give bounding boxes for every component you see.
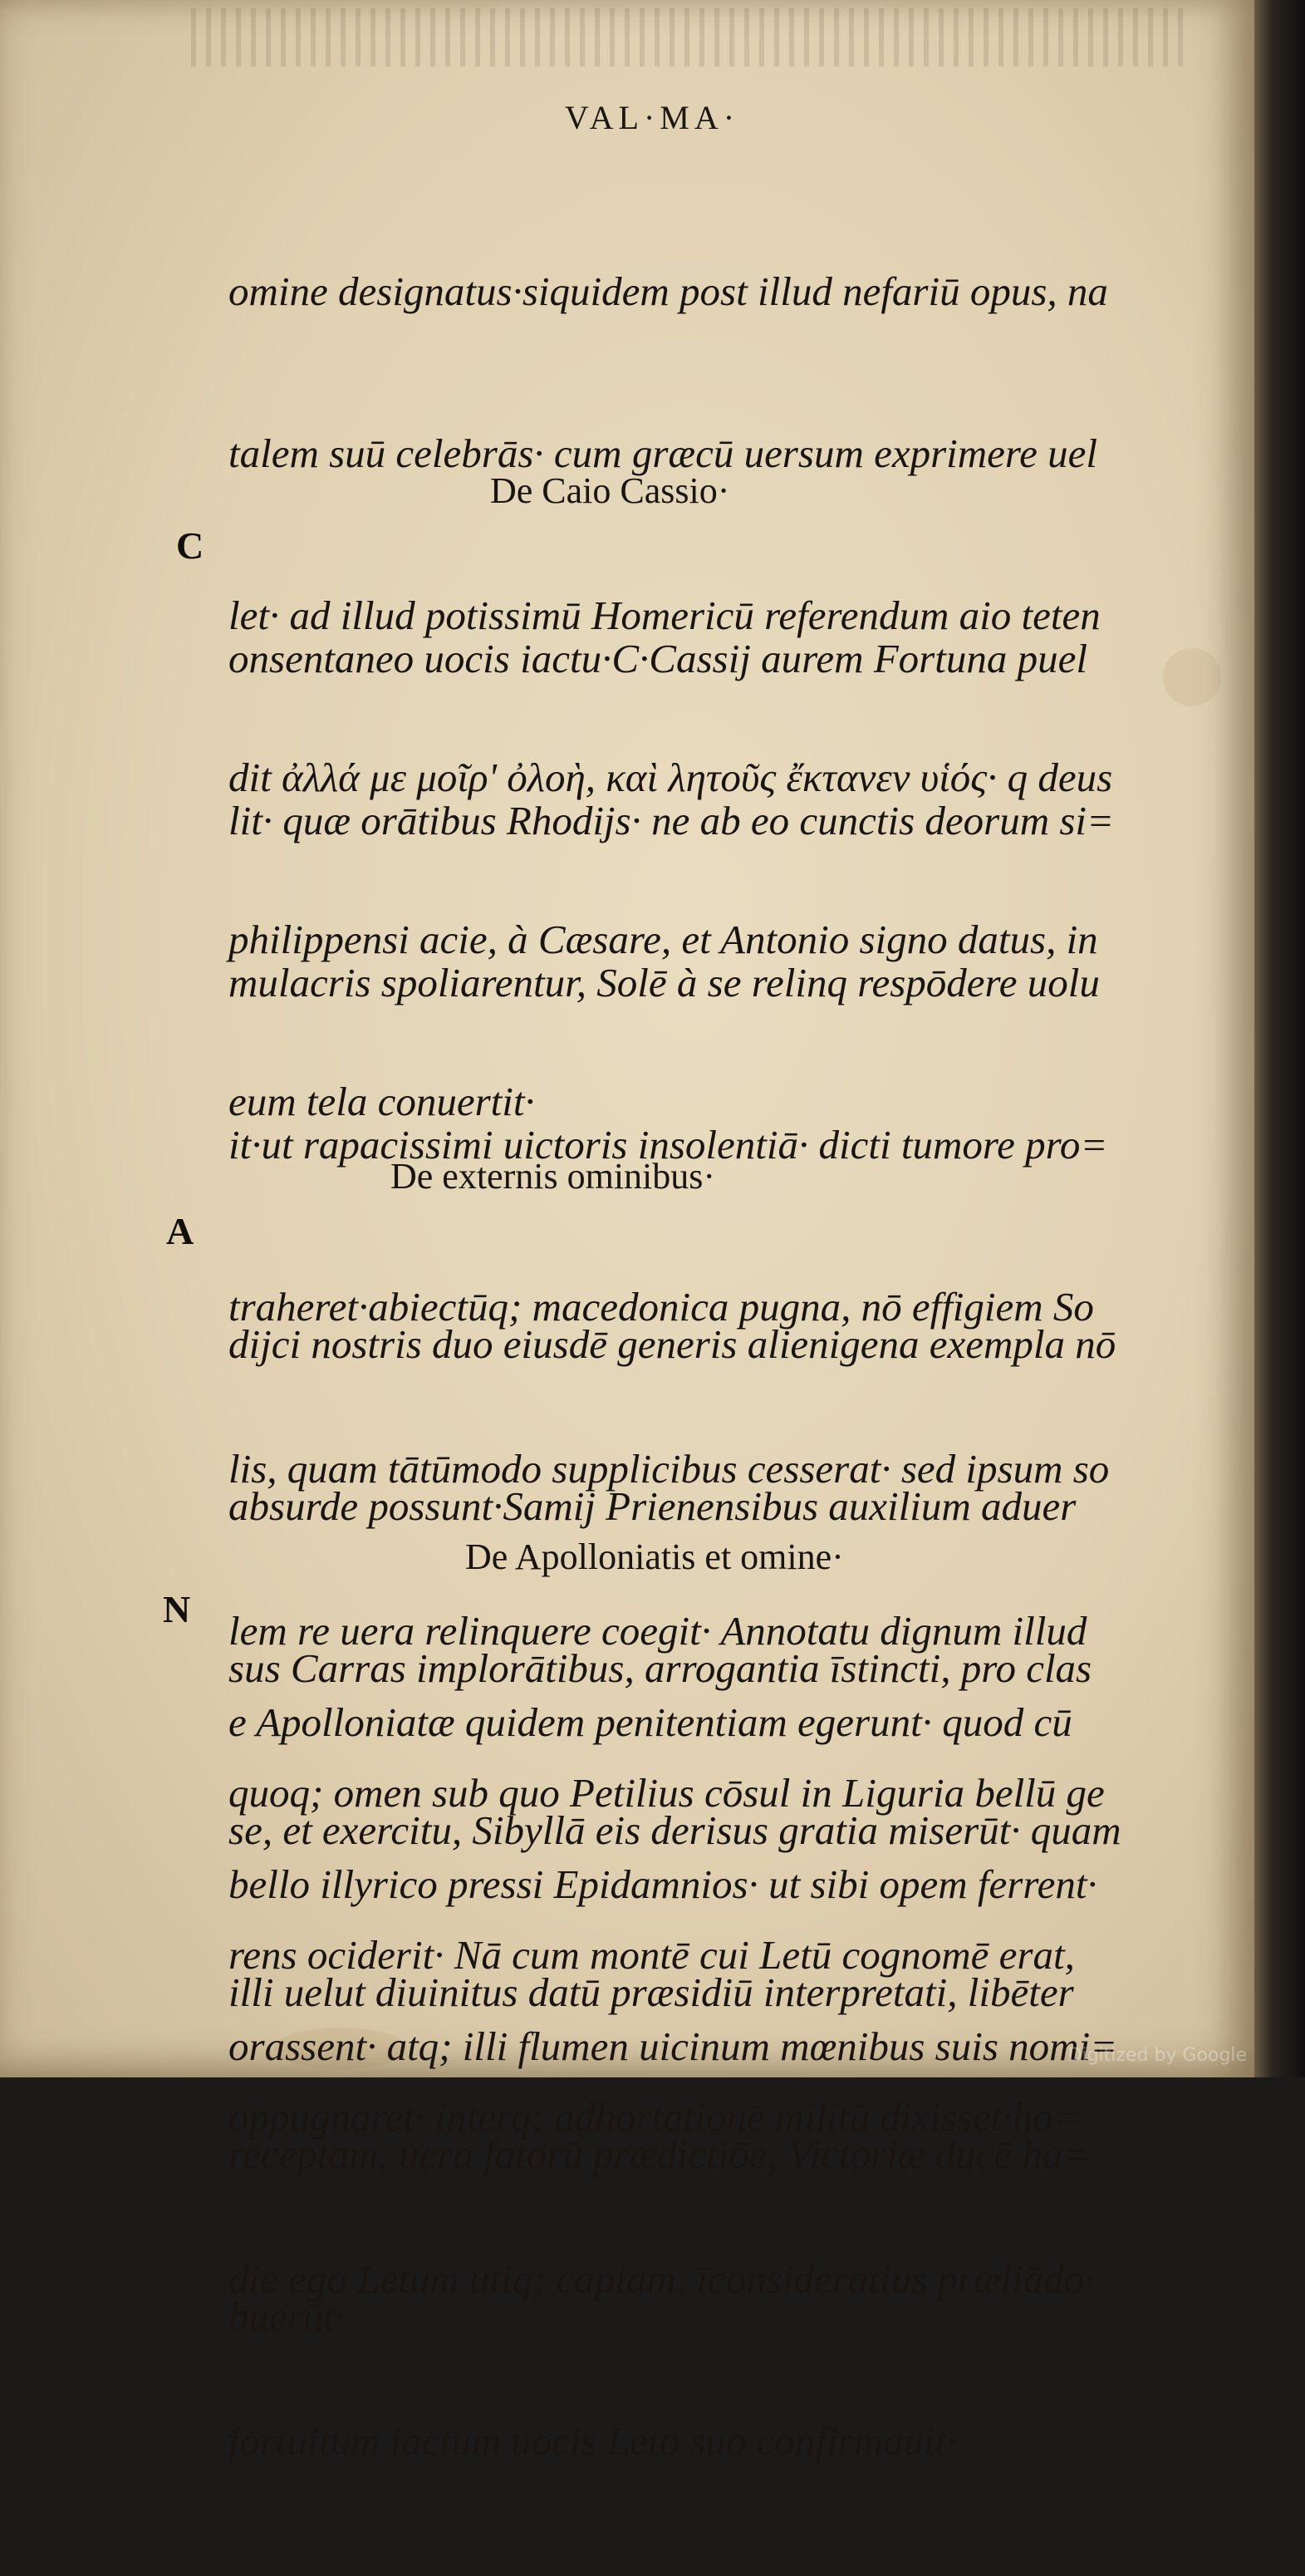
text-line: philippensi acie, à Cæsare, et Antonio signo datus, in [228, 917, 1098, 962]
text-line: rens ociderit· Nā cum montē cui Letū cognomē erat, [228, 1932, 1075, 1978]
text-line: oppugnaret· interq; adhortationē militū dixisset·ho= [228, 2094, 1081, 2140]
text-line: talem suū celebrās· cum græcū uersum exprimere uel [228, 430, 1098, 476]
text-line: fortuitum iactum uocis Leto suo confirmauit· [228, 2418, 957, 2464]
text-line: dijci nostris duo eiusdē generis alienigena exempla nō [228, 1321, 1116, 1367]
running-head: VAL·MA· [564, 99, 740, 136]
digitization-watermark: Digitized by Google [1067, 2045, 1247, 2066]
drop-initial: A [166, 1210, 194, 1252]
text-line: bello illyrico pressi Epidamnios· ut sibi opem ferrent· [228, 1861, 1097, 1907]
text-line: e Apolloniatæ quidem penitentiam egerunt· quod cū [228, 1699, 1072, 1745]
text-line: lis, quam tātūmodo supplicibus cesserat· sed ipsum so [228, 1446, 1110, 1492]
text-line: lem re uera relinquere coegit· Annotatu dignum illud [228, 1608, 1087, 1654]
text-line: illi uelut diuinitus datū præsidiū interpretati, libēter [228, 1969, 1074, 2015]
text-line: buerūt· [228, 2293, 346, 2339]
text-line: quoq; omen sub quo Petilius cōsul in Liguria bellū ge [228, 1770, 1105, 1816]
paper-stain [1163, 648, 1221, 706]
section-heading: De Apolloniatis et omine· [465, 1536, 844, 1577]
section-heading: De Caio Cassio· [490, 470, 730, 511]
drop-initial: C [176, 524, 204, 567]
text-line: absurde possunt·Samij Prienensibus auxilium aduer [228, 1483, 1077, 1529]
bleed-through-text [191, 8, 1188, 66]
drop-initial: N [163, 1588, 191, 1630]
text-line: mulacris spoliarentur, Solē à se relinq respōdere uolu [228, 960, 1100, 1005]
text-line: it·ut rapacissimi uictoris insolentiā· dicti tumore pro= [228, 1122, 1108, 1168]
text-line: receptam, uera fatorū prædictiōe, Victoriæ ducē ha= [228, 2131, 1091, 2177]
text-line: orassent· atq; illi flumen uicinum mœnibus suis nomi= [228, 2023, 1118, 2069]
text-line: lit· quæ orātibus Rhodijs· ne ab eo cunctis deorum si= [228, 798, 1115, 843]
paragraph-block-4 [228, 1587, 1134, 2181]
text-line: dit ἀλλά με μοῖρ' ὀλοὴ, καὶ λητοῦς ἔκτανεν υἱός· q deus [228, 755, 1113, 800]
section-heading: De externis ominibus· [390, 1156, 716, 1197]
book-gutter [1254, 0, 1305, 2077]
text-line: omine designatus·siquidem post illud nefariū opus, na [228, 268, 1108, 314]
text-line: traheret·abiectūq; macedonica pugna, nō effigiem So [228, 1284, 1094, 1330]
text-line: eum tela conuertit· [228, 1079, 535, 1124]
text-line: onsentaneo uocis iactu·C·Cassij aurem Fortuna puel [228, 636, 1087, 681]
text-line: sus Carras implorātibus, arrogantia īstincti, pro clas [228, 1645, 1092, 1691]
text-line: se, et exercitu, Sibyllā eis derisus gratia miserūt· quam [228, 1807, 1121, 1853]
text-line: die ego Letum utiq; capiam, īconsideratius præliādo· [228, 2256, 1095, 2302]
text-line: let· ad illud potissimū Homericū referendum aio teten [228, 592, 1101, 638]
